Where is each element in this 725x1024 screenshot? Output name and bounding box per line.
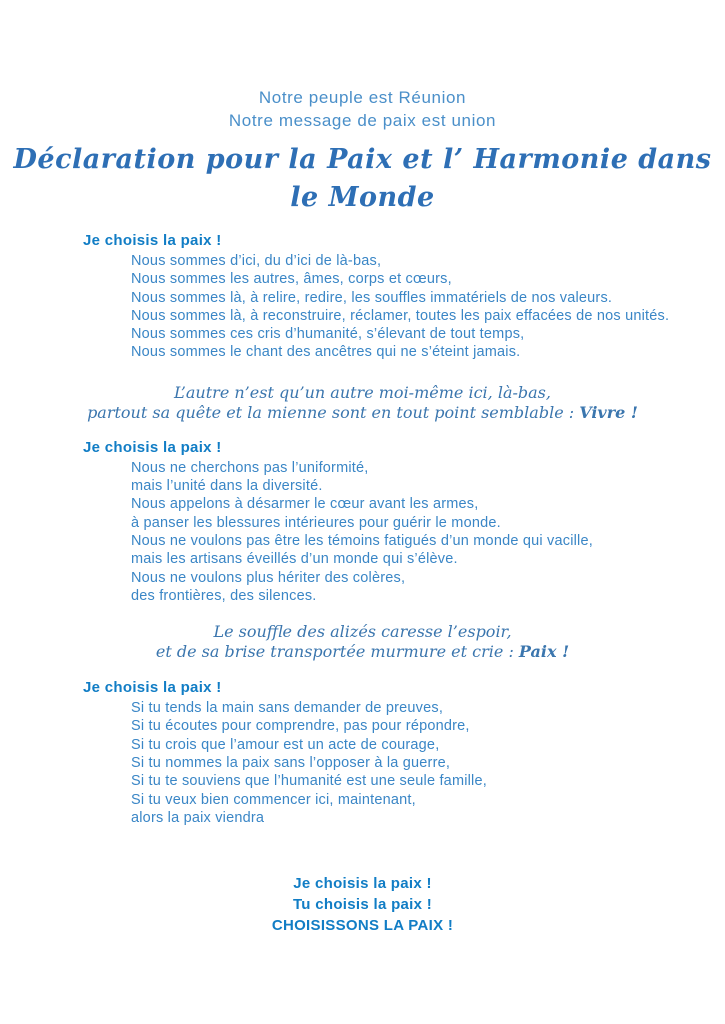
- stanza-line: à panser les blessures intérieures pour guérir le monde.: [131, 514, 501, 531]
- stanza-line: Nous sommes les autres, âmes, corps et cœurs,: [131, 271, 452, 288]
- quote-line: Le souffle des alizés caresse l’espoir,: [213, 622, 512, 642]
- quote-emphasis: Vivre !: [579, 402, 638, 422]
- quote-line: L’autre n’est qu’un autre moi-même ici, là-bas,: [174, 382, 551, 402]
- stanza-line: Nous ne voulons pas être les témoins fatigués d’un monde qui vacille,: [131, 532, 593, 549]
- quote-2: [0, 622, 725, 662]
- stanza-line: Si tu tends la main sans demander de preuves,: [131, 700, 444, 717]
- stanza-line: Nous appelons à désarmer le cœur avant les armes,: [131, 496, 479, 513]
- stanza-3-heading: Je choisis la paix !: [83, 679, 222, 697]
- closing-line-3: CHOISISSONS LA PAIX !: [271, 917, 454, 935]
- stanza-line: Nous ne voulons plus hériter des colères,: [131, 569, 406, 586]
- stanza-line: Si tu nommes la paix sans l’opposer à la guerre,: [131, 755, 451, 772]
- stanza-1: [83, 231, 695, 362]
- quote-line: [0, 642, 725, 662]
- page-header: [0, 0, 725, 132]
- stanza-line: mais l’unité dans la diversité.: [131, 478, 323, 495]
- stanza-line: Nous sommes le chant des ancêtres qui ne s’éteint jamais.: [131, 344, 521, 361]
- stanza-line: Nous sommes ces cris d’humanité, s’élevant de tout temps,: [131, 326, 525, 343]
- page-title: Déclaration pour la Paix et l’ Harmonie dans le Monde: [13, 144, 712, 213]
- stanza-1-lines: [131, 252, 695, 362]
- stanza-2-lines: [131, 459, 695, 605]
- stanza-2-heading: Je choisis la paix !: [83, 438, 222, 456]
- stanza-3: [83, 678, 695, 827]
- stanza-line: Nous sommes d’ici, du d’ici de là-bas,: [131, 253, 382, 269]
- stanza-3-lines: [131, 699, 695, 827]
- stanza-line: Si tu veux bien commencer ici, maintenant,: [131, 791, 416, 808]
- stanza-line: Nous sommes là, à reconstruire, réclamer, toutes les paix effacées de nos unités.: [131, 307, 670, 324]
- stanza-line: Si tu te souviens que l’humanité est une seule famille,: [131, 773, 487, 790]
- closing-block: [0, 873, 725, 936]
- stanza-line: mais les artisans éveillés d’un monde qui s’élève.: [131, 551, 458, 568]
- header-line-2: Notre message de paix est union: [228, 111, 497, 130]
- header-line-1: Notre peuple est Réunion: [258, 88, 467, 107]
- quote-line: [0, 403, 725, 423]
- quote-text: et de sa brise transportée murmure et crie :: [155, 642, 519, 662]
- stanza-line: alors la paix viendra: [131, 809, 265, 826]
- stanza-1-heading: Je choisis la paix !: [83, 232, 222, 249]
- quote-emphasis: Paix !: [518, 642, 570, 662]
- stanza-line: Si tu écoutes pour comprendre, pas pour répondre,: [131, 718, 470, 735]
- stanza-line: Nous ne cherchons pas l’uniformité,: [131, 459, 369, 476]
- closing-line-1: Je choisis la paix !: [293, 875, 432, 893]
- closing-line-2: Tu choisis la paix !: [292, 896, 433, 914]
- stanza-2: [83, 438, 695, 605]
- stanza-line: des frontières, des silences.: [131, 587, 317, 604]
- quote-text: partout sa quête et la mienne sont en tout point semblable :: [87, 402, 580, 422]
- stanza-line: Nous sommes là, à relire, redire, les souffles immatériels de nos valeurs.: [131, 289, 613, 306]
- stanza-line: Si tu crois que l’amour est un acte de courage,: [131, 736, 440, 753]
- quote-1: [0, 383, 725, 423]
